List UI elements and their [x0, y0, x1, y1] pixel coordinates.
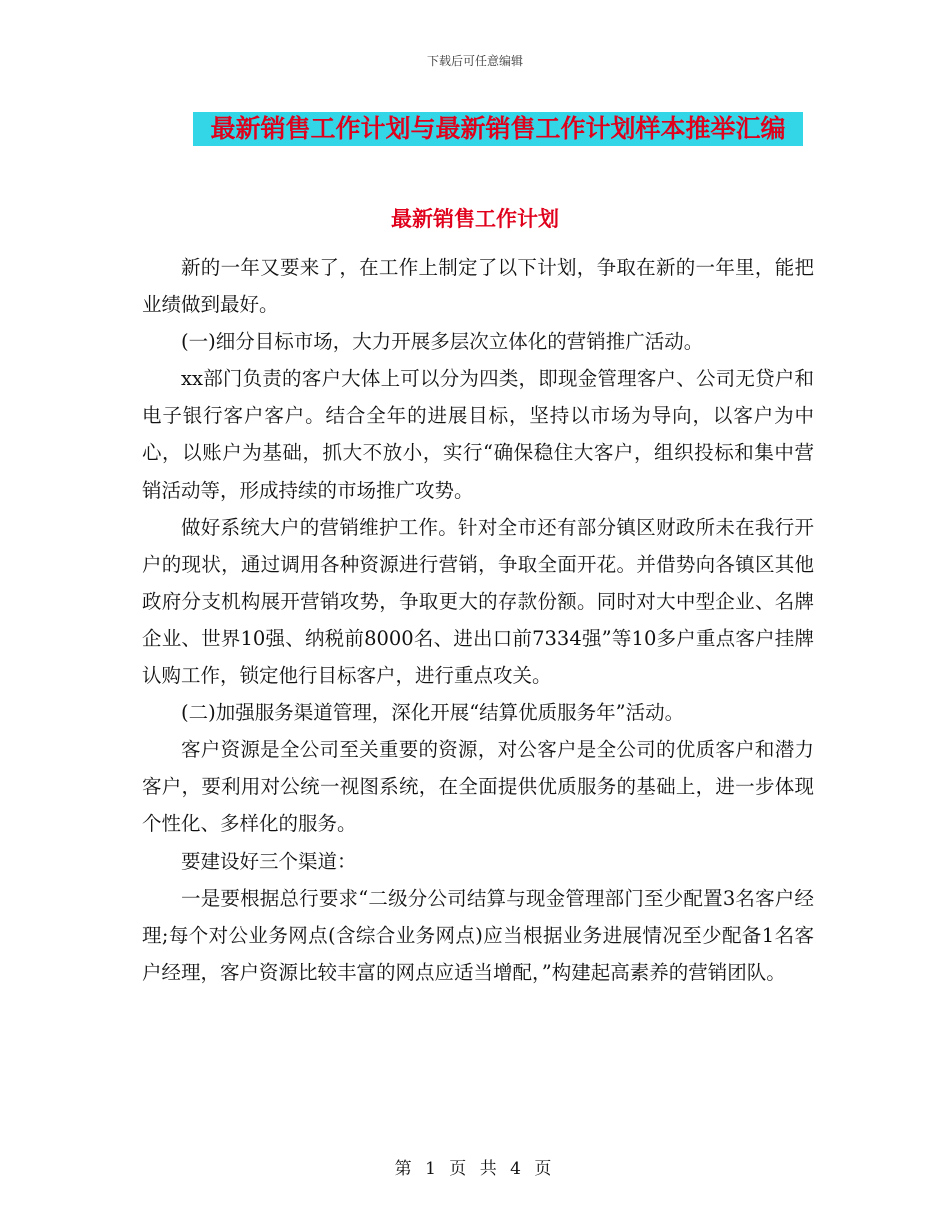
paragraph: 客户资源是全公司至关重要的资源，对公客户是全公司的优质客户和潜力客户，要利用对公统一视图系统，在全面提供优质服务的基础上，进一步体现个性化、多样化的服务。: [142, 738, 814, 836]
paragraph: 新的一年又要来了，在工作上制定了以下计划，争取在新的一年里，能把业绩做到最好。: [142, 256, 814, 317]
paragraph: (二)加强服务渠道管理，深化开展“结算优质服务年”活动。: [181, 701, 685, 725]
page-footer: 第 1 页 共 4 页: [394, 1159, 556, 1179]
paragraph: (一)细分目标市场，大力开展多层次立体化的营销推广活动。: [181, 330, 704, 354]
document-body: [142, 249, 814, 991]
section-title: 最新销售工作计划: [391, 207, 559, 231]
paragraph: xx部门负责的客户大体上可以分为四类，即现金管理客户、公司无贷户和电子银行客户客户。结合全年的进展目标，坚持以市场为导向，以客户为中心，以账户为基础，抓大不放小，实行“确保稳住大客户，组织投标和集中营销活动等，形成持续的市场推广攻势。: [142, 367, 814, 502]
paragraph: 要建设好三个渠道：: [181, 849, 357, 873]
document-main-title: 最新销售工作计划与最新销售工作计划样本推举汇编: [193, 112, 803, 146]
paragraph: 一是要根据总行要求“二级分公司结算与现金管理部门至少配置3名客户经理;每个对公业务网点(含综合业务网点)应当根据业务进展情况至少配备1名客户经理，客户资源比较丰富的网点应适当增配，”构建起高素养的营销团队。: [142, 886, 814, 984]
header-note: 下载后可任意编辑: [426, 54, 523, 68]
paragraph: 做好系统大户的营销维护工作。针对全市还有部分镇区财政所未在我行开户的现状，通过调用各种资源进行营销，争取全面开花。并借势向各镇区其他政府分支机构展开营销攻势，争取更大的存款份额。同时对大中型企业、名牌企业、世界10强、纳税前8000名、进出口前7334强”等10多户重点客户挂牌认购工作，锁定他行目标客户，进行重点攻关。: [142, 515, 814, 688]
